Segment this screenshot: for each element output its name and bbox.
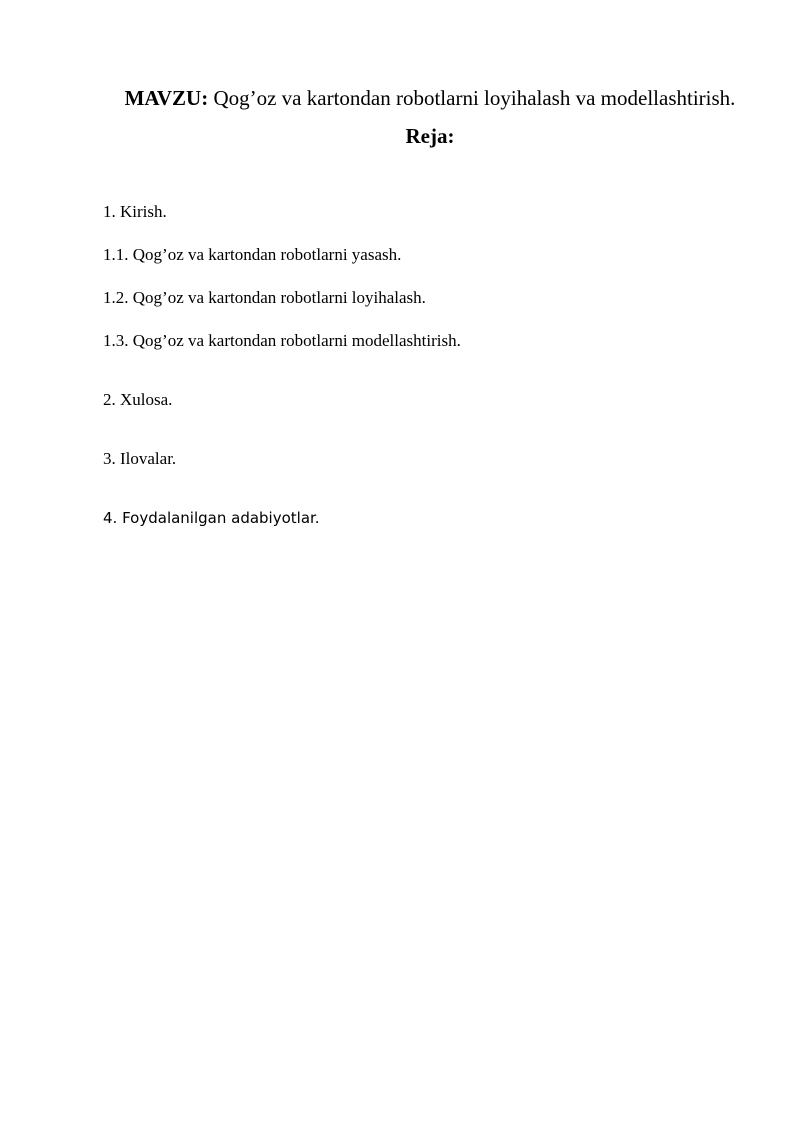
plan-item-1-1: 1.1. Qog’oz va kartondan robotlarni yasash. <box>103 245 402 264</box>
plan-heading: Reja: <box>405 124 455 148</box>
plan-item-introduction: 1. Kirish. <box>103 202 167 221</box>
plan-item-1-2: 1.2. Qog’oz va kartondan robotlarni loyihalash. <box>103 288 426 307</box>
title-text: Qog’oz va kartondan robotlarni loyihalash va modellashtirish. <box>208 86 736 110</box>
plan-item-conclusion: 2. Xulosa. <box>103 390 173 409</box>
document-title <box>0 84 800 112</box>
plan-item-1-3: 1.3. Qog’oz va kartondan robotlarni modellashtirish. <box>103 331 461 350</box>
plan-item-appendices: 3. Ilovalar. <box>103 449 177 468</box>
plan-item-references: 4. Foydalanilgan adabiyotlar. <box>103 509 320 527</box>
title-label: MAVZU: <box>124 86 209 110</box>
